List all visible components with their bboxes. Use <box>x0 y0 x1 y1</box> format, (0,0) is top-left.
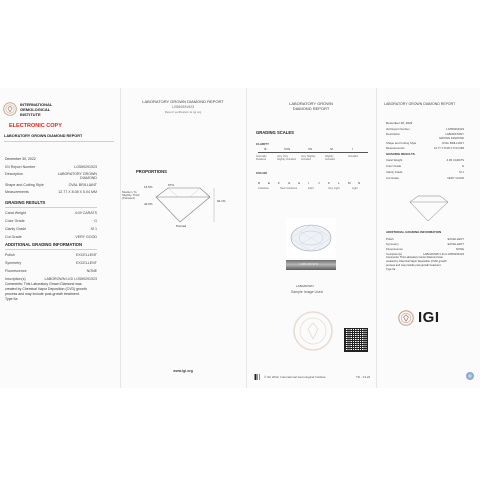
grading-label: Carat Weight <box>386 158 403 162</box>
depth-percentage: 62.1% <box>217 199 226 203</box>
clarity-grade: SI <box>330 147 333 151</box>
detail-label: Measurements <box>5 190 29 194</box>
detail-value: LABORATORY GROWN DIAMOND <box>57 172 97 180</box>
detail-label: Description <box>5 172 23 176</box>
color-grade: J <box>318 181 320 185</box>
divider <box>4 141 114 142</box>
clarity-description: Very Slightly Included <box>301 155 316 161</box>
additional-value: NONE <box>455 247 464 251</box>
color-scale <box>258 181 368 186</box>
additional-label: Polish <box>386 237 394 241</box>
detail-value: LABORATORY GROWN DIAMOND <box>438 132 464 140</box>
grading-value: G <box>461 164 464 168</box>
detail-row <box>386 141 464 145</box>
color-grade: N <box>358 181 361 185</box>
clarity-grade: VVS <box>284 147 291 151</box>
copyright-notice: © IGI 2022, International Gemological Institute <box>264 375 326 379</box>
detail-label: IGI Report Number <box>386 127 410 131</box>
detail-label: Shape and Cutting Style <box>5 183 44 187</box>
additional-row <box>386 237 464 241</box>
mini-proportions-diagram <box>404 191 456 225</box>
girdle-inscription: LABGROWN <box>299 262 319 266</box>
color-description: Faint <box>308 187 314 190</box>
detail-label: Measurements <box>386 146 405 150</box>
grading-row <box>386 164 464 168</box>
report-date: December 30, 2022 <box>386 121 413 125</box>
igi-seal-icon <box>3 102 17 116</box>
grading-row <box>386 170 464 174</box>
color-grade: L <box>338 181 340 185</box>
proportions-diagram <box>148 180 228 228</box>
additional-label: Inscription(s) <box>5 277 26 281</box>
divider <box>5 207 97 208</box>
clarity-grade: IF <box>264 147 267 151</box>
grading-label: Clarity Grade <box>5 227 27 231</box>
institute-name-line-2: GEMOLOGICAL <box>20 107 51 112</box>
panel-title: LABORATORY GROWN DIAMOND REPORT <box>142 99 224 104</box>
comments-line: created by Chemical Vapor Deposition (CVD) growth <box>386 260 447 263</box>
igi-logo-seal-icon <box>398 310 414 326</box>
detail-value: OVAL BRILLIANT <box>441 141 464 145</box>
additional-value: EXCELLENT <box>76 261 97 265</box>
detail-value: OVAL BRILLIANT <box>68 183 97 187</box>
grading-value: 4.09 CARATS <box>446 158 464 162</box>
grading-row <box>5 235 97 240</box>
color-description: Light <box>352 187 358 190</box>
comments-line: Comments: This Laboratory Grown Diamond was <box>5 282 82 286</box>
barcode <box>254 374 260 380</box>
clarity-description: Included <box>348 155 358 158</box>
detail-row <box>386 132 464 140</box>
detail-label: Description <box>386 132 400 136</box>
additional-value: EXCELLENT <box>447 242 464 246</box>
proportions-heading: PROPORTIONS <box>136 169 167 174</box>
website-link[interactable]: www.igi.org <box>173 369 193 373</box>
comments-line: process and may include post-growth treatment. <box>5 292 80 296</box>
additional-value: EXCELLENT <box>447 237 464 241</box>
divider <box>5 249 97 250</box>
detail-row <box>5 190 97 195</box>
color-description: Near Colorless <box>280 187 298 190</box>
document-code: TD - 13.22 <box>356 375 371 379</box>
clarity-grade: I <box>352 147 353 151</box>
additional-label: Polish <box>5 253 15 257</box>
hologram-seal-icon <box>466 372 474 380</box>
clarity-description: Very Very Slightly Included <box>277 155 296 161</box>
additional-label: Fluorescence <box>5 269 27 273</box>
electronic-copy-label: ELECTRONIC COPY <box>9 123 62 129</box>
brand-mark: LABGROWN <box>296 284 314 288</box>
comments-line: Type IIa <box>5 297 18 301</box>
detail-row <box>386 146 464 150</box>
crown-girdle-label: Medium To Slightly Thick (Faceted) <box>122 190 140 200</box>
detail-value: LG559291923 <box>446 127 464 131</box>
additional-row <box>5 261 97 266</box>
grading-value: SI 1 <box>459 170 464 174</box>
additional-label: Symmetry <box>386 242 399 246</box>
detail-value: LG559291923 <box>74 165 97 169</box>
grading-label: Cut Grade <box>386 176 399 180</box>
grading-label: Cut Grade <box>5 235 22 239</box>
comments-line: Comments: This Laboratory Grown Diamond was <box>386 256 443 259</box>
grading-scales-heading: GRADING SCALES <box>256 130 294 135</box>
color-heading: COLOR <box>256 171 267 175</box>
additional-row <box>5 253 97 258</box>
panel-title-line-2: DIAMOND REPORT <box>292 106 330 111</box>
color-grade: F <box>278 181 280 185</box>
color-description: Very Light <box>328 187 340 190</box>
additional-value: EXCELLENT <box>76 253 97 257</box>
grading-label: Clarity Grade <box>386 170 403 174</box>
color-grade: E <box>268 181 271 185</box>
grading-value: 4.09 CARATS <box>74 211 97 215</box>
table-percentage: 67% <box>168 183 175 187</box>
sample-image-caption: Sample Image Used <box>291 290 323 294</box>
additional-label: Inscription(s) <box>386 252 403 256</box>
pavilion-percentage: 42.5% <box>144 202 153 206</box>
grading-row <box>5 219 97 224</box>
report-qr-code[interactable] <box>344 328 368 352</box>
comments-line: Type IIa <box>386 268 396 271</box>
report-panel-scales <box>246 88 376 388</box>
igi-watermark-seal-icon <box>292 310 334 352</box>
additional-info-heading: ADDITIONAL GRADING INFORMATION <box>5 242 83 247</box>
sample-girdle-image <box>286 260 336 270</box>
comments-line: created by Chemical Vapor Deposition (CVD) growth <box>5 287 87 291</box>
additional-row <box>386 247 464 251</box>
detail-value: 12.77 X 8.08 X 5.04 MM <box>433 146 464 150</box>
color-grade: H <box>298 181 301 185</box>
grading-value: SI 1 <box>90 227 97 231</box>
additional-label: Fluorescence <box>386 247 403 251</box>
clarity-description: Internally Flawless <box>256 155 267 161</box>
grading-results-heading: GRADING RESULTS <box>386 152 415 156</box>
grading-label: Color Grade <box>386 164 402 168</box>
verification-note: Report verification at igi.org <box>164 110 202 114</box>
grading-row <box>5 227 97 232</box>
additional-label: Symmetry <box>5 261 22 265</box>
detail-label: IGI Report Number <box>5 165 36 169</box>
clarity-grade: VS <box>308 147 313 151</box>
report-number: LG559291923 <box>171 105 195 109</box>
grading-value: VERY GOOD <box>447 176 464 180</box>
additional-value: LABGROWN LIGI LG559291923 <box>423 252 464 256</box>
additional-value: LABGROWN LIGI LG559291923 <box>44 277 97 281</box>
report-title: LABORATORY GROWN DIAMOND REPORT <box>4 134 83 138</box>
additional-row <box>5 269 97 274</box>
report-panel-left <box>0 88 120 388</box>
clarity-description: Slightly Included <box>325 155 335 161</box>
color-grade: I <box>308 181 309 185</box>
report-date: December 30, 2022 <box>5 157 36 161</box>
grading-row <box>5 211 97 216</box>
grading-row <box>386 158 464 162</box>
grading-row <box>386 176 464 180</box>
detail-row <box>386 127 464 131</box>
comments-line: process and may include post-growth treatment. <box>386 264 442 267</box>
color-grade: D <box>258 181 261 185</box>
color-grade: M <box>348 181 351 185</box>
clarity-scale-bar <box>258 152 368 153</box>
panel-title: LABORATORY GROWN DIAMOND REPORT <box>384 102 456 106</box>
detail-row <box>5 183 97 188</box>
detail-value: 12.77 X 8.08 X 5.04 MM <box>58 190 97 194</box>
clarity-heading: CLARITY <box>256 142 269 146</box>
detail-label: Shape and Cutting Style <box>386 141 417 145</box>
color-description: Colorless <box>258 187 269 190</box>
additional-info-heading: ADDITIONAL GRADING INFORMATION <box>386 230 442 234</box>
report-panel-summary <box>376 88 480 388</box>
color-grade: K <box>328 181 331 185</box>
culet-label: Pointed <box>176 224 187 228</box>
crown-percentage: 13.5% <box>144 185 153 189</box>
grading-value: G <box>94 219 97 223</box>
detail-row <box>5 165 97 170</box>
report-panel-proportions <box>120 88 246 388</box>
detail-row <box>5 172 97 180</box>
grading-label: Color Grade <box>5 219 25 223</box>
institute-name-line-1: INTERNATIONAL <box>20 102 53 107</box>
grading-label: Carat Weight <box>5 211 26 215</box>
panel-title: LABORATORY GROWN <box>289 101 333 106</box>
grading-value: VERY GOOD <box>75 235 97 239</box>
igi-logo-text: IGI <box>418 309 440 326</box>
additional-row <box>386 242 464 246</box>
igi-report-document <box>0 88 480 388</box>
institute-name-line-3: INSTITUTE <box>20 112 41 117</box>
additional-value: NONE <box>86 269 97 273</box>
color-grade: G <box>288 181 291 185</box>
grading-results-heading: GRADING RESULTS <box>5 200 46 205</box>
sample-diamond-image <box>286 218 336 258</box>
